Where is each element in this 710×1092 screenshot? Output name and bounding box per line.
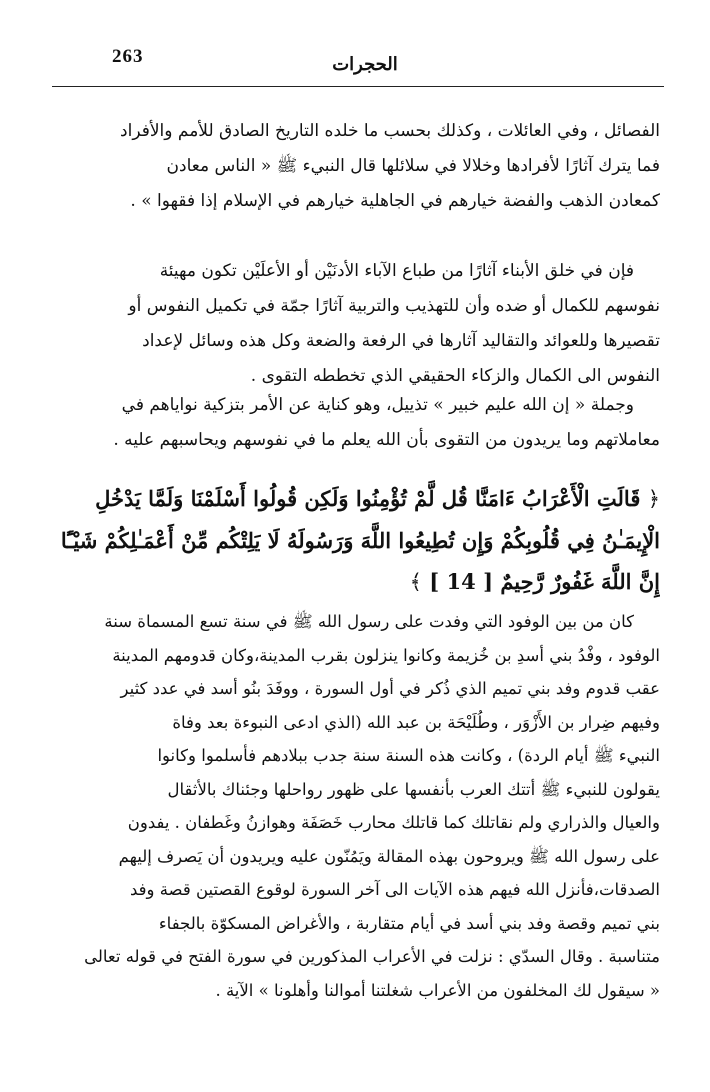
text-line: النفوس الى الكمال والزكاء الحقيقي الذي تخططه التقوى .	[250, 366, 660, 386]
text-line: الصدقات،فأنزل الله فيهم هذه الآيات الى آخر السورة لوقوع القصتين قصة وفد	[129, 880, 660, 899]
verse-number: [ 14 ]	[429, 569, 494, 594]
verse-close-bracket: ﴾	[409, 570, 422, 594]
text-line: وفيهم ضِرار بن الأَزْوَر ، وطُلَيْحَة بن عبد الله (الذي ادعى النبوءة بعد وفاة	[172, 712, 660, 732]
text-line: على رسول الله ﷺ ويروحون بهذه المقالة ويَمُنّون عليه ويريدون أن يَصرف إليهم	[118, 846, 660, 866]
text-line: يقولون للنبيء ﷺ أتتك العرب بأنفسها على ظهور رواحلها وجئناك بالأثقال	[167, 779, 660, 799]
paragraph-2	[56, 254, 660, 394]
text-line: الفصائل ، وفي العائلات ، وكذلك بحسب ما خلده التاريخ الصادق للأمم والأفراد	[120, 121, 660, 141]
quran-verse	[56, 478, 660, 603]
verse-text: إِنَّ اللَّهَ غَفُورٌ رَّحِيمٌ	[500, 569, 660, 594]
running-title: الحجرات	[332, 54, 398, 75]
verse-open-bracket: ﴿	[647, 487, 660, 511]
text-line: تقصيرها وللعوائد والتقاليد آثارها في الرفعة والضعة وكل هذه وسائل لإعداد	[142, 331, 660, 351]
text-line: متناسبة . وقال السدّي : نزلت في الأعراب المذكورين في سورة الفتح في قوله تعالى	[84, 947, 660, 966]
text-line: معاملاتهم وما يريدون من التقوى بأن الله يعلم ما في نفوسهم ويحاسبهم عليه .	[113, 430, 660, 450]
paragraph-4	[56, 605, 660, 1007]
paragraph-1	[56, 114, 660, 219]
text-line: كان من بين الوفود التي وفدت على رسول الله ﷺ في سنة تسع المسماة سنة	[104, 612, 634, 631]
text-line: فإن في خلق الأبناء آثارًا من طباع الآباء الأدنَيْن أو الأعلَيْن تكون مهيئة	[159, 261, 634, 281]
text-line: « سيقول لك المخلفون من الأعراب شغلتنا أموالنا وأهلونا » الآية .	[215, 980, 660, 1000]
text-line: والعيال والذراري ولم نقاتلك كما قاتلك محارب خَصَفَة وهوازنُ وغَطفان . يفدون	[127, 813, 660, 832]
header-rule	[52, 86, 664, 87]
text-line: كمعادن الذهب والفضة خيارهم في الجاهلية خيارهم في الإسلام إذا فقهوا » .	[130, 191, 660, 211]
paragraph-3	[56, 388, 660, 458]
verse-line: الْإِيمَـٰنُ فِي قُلُوبِكُمْ وَإِن تُطِيعُوا اللَّهَ وَرَسُولَهُ لَا يَلِتْكُم مِّنْ أَعْمَـٰلِكُمْ شَيْـًٔا	[60, 528, 660, 553]
text-line: بني تميم وقصة وفد بني أسد في أيام متقاربة ، والأغراض المسكوّة بالجفاء	[158, 913, 660, 933]
verse-line	[56, 561, 660, 603]
verse-line	[56, 478, 660, 520]
page-number: 263	[112, 46, 144, 67]
verse-text: قَالَتِ الْأَعْرَابُ ءَامَنَّا قُل لَّمْ تُؤْمِنُوا وَلَكِن قُولُوا أَسْلَمْنَا وَلَمَّا يَدْخُلِ	[95, 486, 641, 511]
text-line: وجملة « إن الله عليم خبير » تذييل، وهو كناية عن الأمر بتزكية نواياهم في	[121, 395, 634, 415]
text-line: نفوسهم للكمال أو ضده وأن للتهذيب والتربية آثارًا جمّة في تكميل النفوس أو	[128, 296, 660, 316]
text-line: فما يترك آثارًا لأفرادها وخلالا في سلائلها قال النبيء ﷺ « الناس معادن	[166, 156, 660, 176]
text-line: عقب قدوم وفد بني تميم الذي ذُكر في أول السورة ، ووفَدَ بنُو أسد في عدد كثير	[120, 679, 660, 698]
text-line: الوفود ، وفْدُ بني أسدِ بن خُزيمة وكانوا ينزلون بقرب المدينة،وكان قدومهم المدينة	[112, 645, 660, 665]
text-line: النبيء ﷺ أيام الردة) ، وكانت هذه السنة سنة جدب ببلادهم فأسلموا وكانوا	[157, 746, 660, 765]
